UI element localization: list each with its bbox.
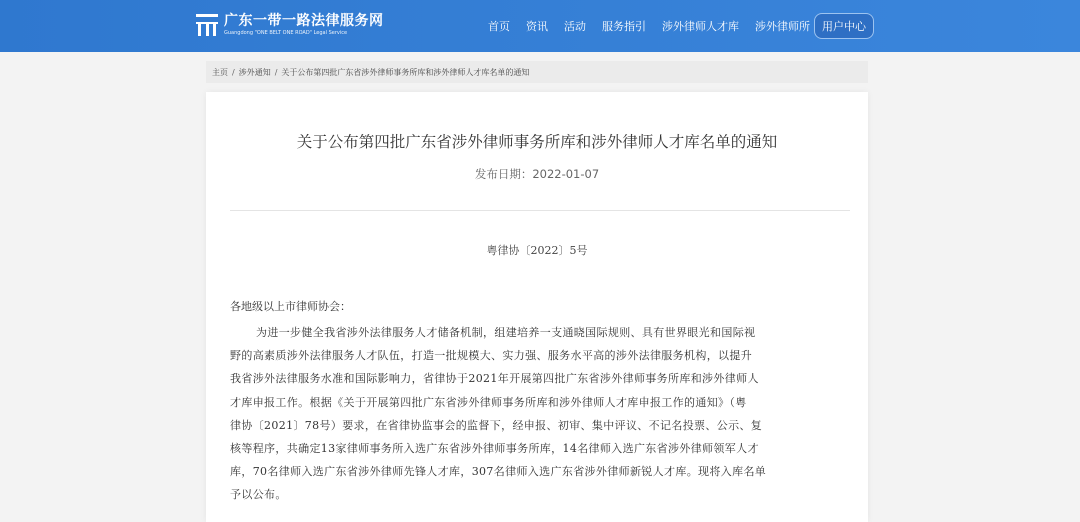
- user-center-button[interactable]: 用户中心: [814, 13, 874, 39]
- article-body: [230, 321, 844, 507]
- salutation: 各地级以上市律师协会：: [230, 300, 351, 313]
- breadcrumb-notices[interactable]: 涉外通知: [238, 67, 271, 77]
- document-number: 粤律协〔2022〕5号: [486, 244, 588, 257]
- body-line: 我省涉外法律服务水准和国际影响力，省律协于2021年开展第四批广东省涉外律师事务所库和涉外律师人: [230, 372, 759, 386]
- body-line: 予以公布。: [230, 488, 287, 502]
- nav-events[interactable]: 活动: [564, 20, 586, 33]
- body-line: 野的高素质涉外法律服务人才队伍，打造一批规模大、实力强、服务水平高的涉外法律服务机构，以提升: [230, 349, 753, 363]
- article-card: [206, 92, 868, 522]
- nav-news[interactable]: 资讯: [526, 20, 548, 33]
- publish-date-value: 2022-01-07: [532, 167, 600, 181]
- breadcrumb-home[interactable]: 主页: [212, 67, 228, 77]
- breadcrumb-separator: /: [274, 67, 278, 77]
- title-divider: [230, 210, 850, 211]
- site-title: 广东一带一路法律服务网: [224, 13, 384, 29]
- obor-logo-icon: [196, 12, 218, 38]
- breadcrumb: [206, 61, 868, 83]
- breadcrumb-separator: /: [232, 67, 235, 77]
- body-line: 库，70名律师入选广东省涉外律师先锋人才库，307名律师入选广东省涉外律师新锐人才库。现将入库名单: [230, 465, 767, 479]
- body-line: 才库申报工作。根据《关于开展第四批广东省涉外律师事务所库和涉外律师人才库申报工作的通知》（粤: [230, 395, 747, 409]
- top-navbar: [0, 0, 1080, 52]
- article-title: 关于公布第四批广东省涉外律师事务所库和涉外律师人才库名单的通知: [296, 133, 778, 151]
- site-subtitle: Guangdong "ONE BELT ONE ROAD" Legal Service: [224, 30, 348, 36]
- nav-law-firms[interactable]: 涉外律师所: [755, 20, 810, 33]
- breadcrumb-current: 关于公布第四批广东省涉外律师事务所库和涉外律师人才库名单的通知: [281, 67, 530, 77]
- nav-service-guide[interactable]: 服务指引: [602, 20, 646, 33]
- body-line: 为进一步健全我省涉外法律服务人才储备机制，组建培养一支通晓国际规则、具有世界眼光和国际视: [256, 326, 756, 339]
- nav-home[interactable]: 首页: [488, 20, 510, 33]
- nav-lawyer-talent-pool[interactable]: 涉外律师人才库: [662, 20, 739, 33]
- publish-date-label: 发布日期：: [474, 167, 533, 181]
- main-nav: [480, 0, 818, 52]
- site-logo[interactable]: [196, 12, 384, 38]
- body-line: 律协〔2021〕78号）要求，在省律协监事会的监督下，经申报、初审、集中评议、不记名投票、公示、复: [230, 418, 763, 432]
- publish-date: [206, 166, 868, 182]
- body-line: 核等程序，共确定13家律师事务所入选广东省涉外律师事务所库，14名律师入选广东省涉外律师领军人才: [230, 442, 759, 456]
